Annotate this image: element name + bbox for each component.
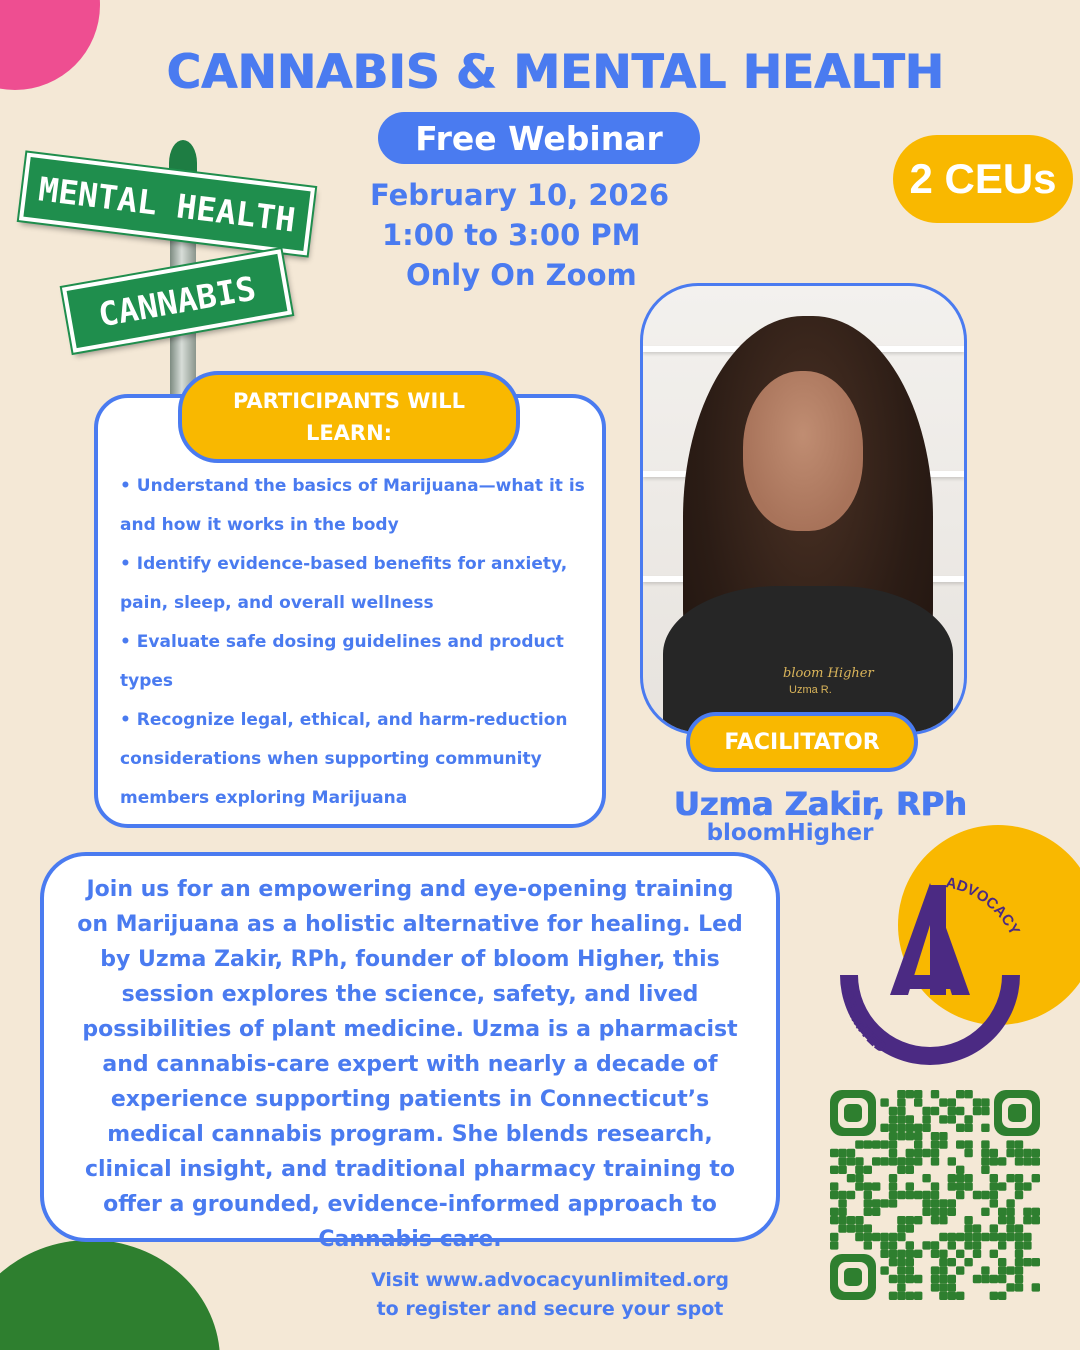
facilitator-label: FACILITATOR	[686, 712, 918, 772]
footer-line-1[interactable]: Visit www.advocacyunlimited.org	[371, 1269, 729, 1291]
list-item: • Identify evidence-based benefits for anxiety, pain, sleep, and overall wellness	[120, 554, 568, 613]
description-text: Join us for an empowering and eye-opening training on Marijuana as a holistic alternative for healing. Led by Uzma Zakir, RPh, founder of bloom Higher, this session explores the science, safety, and lived possibilities of plant medicine. Uzma is a pharmacist and cannabis-care expert with nearly a decade of experience supporting patients in Connecticut’s medical cannabis program. She blends research, clinical insight, and traditional pharmacy training to offer a grounded, evidence-informed approach to Cannabis care.	[77, 877, 743, 1252]
free-webinar-badge: Free Webinar	[378, 112, 700, 164]
logo-top-word: ADVOCACY	[944, 875, 1024, 938]
facilitator-name: Uzma Zakir, RPh	[673, 785, 967, 823]
event-time: 1:00 to 3:00 PM	[382, 218, 641, 252]
face	[743, 371, 863, 531]
facilitator-organization: bloomHigher	[706, 820, 874, 846]
svg-text:UNLIMITED	[838, 983, 890, 1056]
ceus-badge: 2 CEUs	[893, 135, 1073, 223]
registration-footer	[300, 1266, 800, 1324]
list-item: • Understand the basics of Marijuana—what it is and how it works in the body	[120, 476, 585, 535]
logo-bottom-word: UNLIMITED	[837, 983, 890, 1057]
event-location: Only On Zoom	[406, 258, 637, 292]
qr-code[interactable]	[830, 1090, 1040, 1300]
advocacy-unlimited-logo	[830, 875, 1030, 1075]
description-box	[40, 852, 780, 1252]
list-item: • Evaluate safe dosing guidelines and product types	[120, 632, 564, 691]
learning-objectives-heading: PARTICIPANTS WILL LEARN:	[178, 371, 520, 463]
svg-text:ADVOCACY	[944, 875, 1023, 938]
facilitator-photo	[640, 283, 967, 735]
sign-mental-health: MENTAL HEALTH	[19, 153, 315, 256]
street-sign-illustration	[20, 140, 330, 400]
list-item: • Recognize legal, ethical, and harm-reduction considerations when supporting community members exploring Marijuana	[120, 710, 568, 808]
event-date: February 10, 2026	[370, 178, 670, 212]
shirt-logo-text: bloom Higher	[783, 666, 874, 681]
page-title: CANNABIS & MENTAL HEALTH	[166, 45, 944, 100]
sign-cannabis: CANNABIS	[62, 249, 292, 353]
shirt-name-text: Uzma R.	[789, 684, 832, 696]
learning-objectives-list	[120, 467, 590, 818]
footer-line-2: to register and secure your spot	[376, 1298, 724, 1320]
